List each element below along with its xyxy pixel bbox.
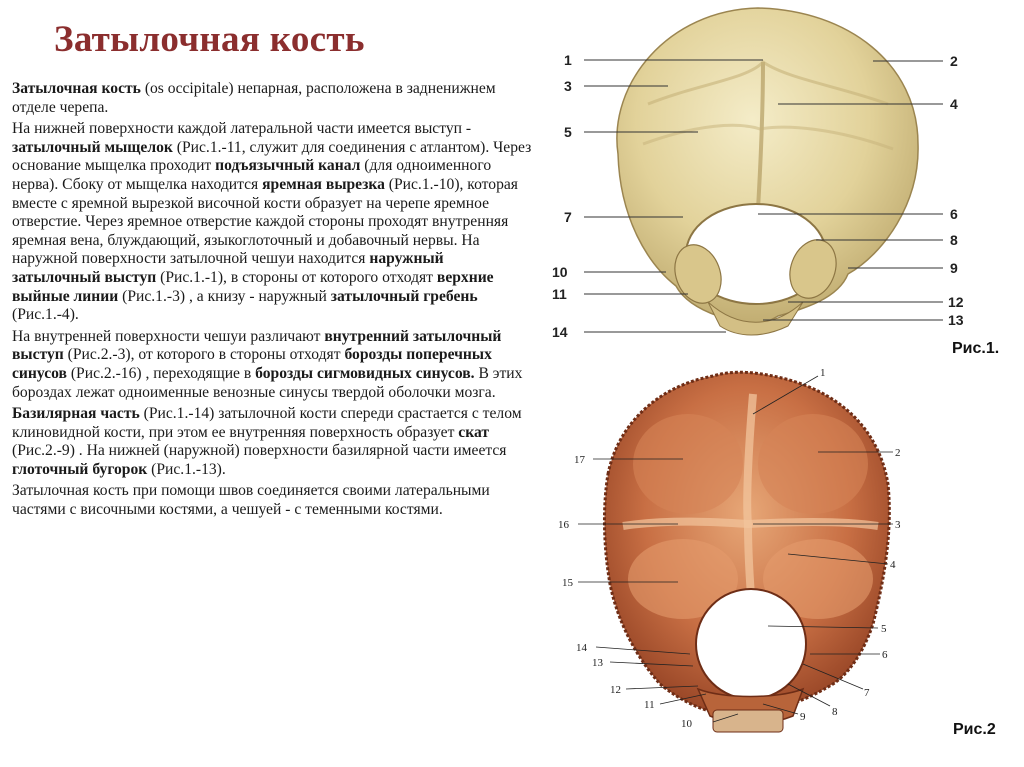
paragraph-intro [12,80,532,117]
bold-term: яремная вырезка [262,175,385,193]
text-run: (Рис.1.-3) , а книзу - наружный [118,287,331,305]
figure-1 [548,4,968,344]
fig2-label-10: 10 [681,718,692,730]
fig2-label-3: 3 [895,519,901,531]
bold-term: верхние выйные линии [12,268,494,305]
text-run: (Рис.1.-1), в стороны от которого отходят [156,268,437,286]
paragraph-basilar-part [12,405,532,479]
fig2-label-12: 12 [610,684,621,696]
bold-term: скат [458,423,490,441]
text-run: (Рис.1.-13). [147,460,226,478]
text-run: В этих бороздах лежат одноименные венозные синусы твердой оболочки мозга. [12,364,523,401]
fig1-label-9: 9 [950,260,958,276]
bold-term: подъязычный канал [215,157,361,175]
fig2-label-13: 13 [592,657,603,669]
text-run: (для одноименного нерва). Сбоку от мыщелка находится [12,157,492,193]
fig1-label-7: 7 [564,209,572,225]
fig1-label-4: 4 [950,96,958,112]
text-run: (Рис.1.-11, служит для соединения с атлантом). Через основание мыщелка проходит [12,138,532,175]
fig2-label-7: 7 [864,687,870,699]
text-run: (Рис.1.-10), которая вместе с яремной вырезкой височной кости образует на черепе яремное отверстие. Через яремное отверстие каждой стороны проходят внутренняя яремная вена, блуждающий, языкоглоточный и добавочный нервы. На наружной поверхности затылочной чешуи находится [12,175,518,268]
fig2-label-9: 9 [800,711,806,723]
text-run: (Рис.1.-4). [12,306,79,324]
text-run: Затылочная кость при помощи швов соединяется своими латеральными частями с височными костями, а чешуей - с теменными костями. [12,482,490,519]
figure-2-illustration [548,354,944,762]
fig2-label-1: 1 [820,367,826,379]
foramen-magnum-internal-shape [696,589,806,699]
text-run: (Рис.1.-14) затылочной кости спереди срастается с телом клиновидной кости, при этом ее внутренняя поверхность образует [12,405,522,441]
text-run: (Рис.2.-16) , переходящие в [66,364,256,382]
fig1-label-8: 8 [950,232,958,248]
text-run: (os occipitale) непарная, расположена в задненижнем отделе черепа. [12,80,496,116]
figure-2-caption: Рис.2 [953,721,996,738]
fig1-label-1: 1 [564,52,572,68]
fig1-label-6: 6 [950,206,958,222]
bold-term: Затылочная кость [12,80,141,97]
bold-term: наружный затылочный выступ [12,250,444,286]
fig1-label-12: 12 [948,294,964,310]
text-run: (Рис.2.-9) . На нижней (наружной) поверхности базилярной части имеется [12,442,507,460]
bold-term: глоточный бугорок [12,460,148,478]
text-run: На нижней поверхности каждой латеральной части имеется выступ - [12,120,472,138]
fig2-label-2: 2 [895,447,901,459]
bold-term: затылочный гребень [330,287,478,305]
page-title: Затылочная кость [54,19,365,60]
bold-term: внутренний затылочный выступ [12,327,502,364]
figure-1-illustration [548,4,968,344]
paragraph-sutures [12,482,532,519]
figure-1-caption: Рис.1. [952,340,1000,357]
text-column [12,80,532,523]
fig1-label-11: 11 [552,286,567,302]
text-run: На внутренней поверхности чешуи различают [12,327,325,345]
fig1-label-10: 10 [552,264,568,280]
fig2-label-15: 15 [562,577,573,589]
fig2-label-17: 17 [574,454,585,466]
fig2-label-5: 5 [881,623,887,635]
fig2-label-6: 6 [882,649,888,661]
fig1-label-13: 13 [948,312,964,328]
fig2-label-14: 14 [576,642,587,654]
fig1-label-2: 2 [950,53,958,69]
paragraph-external-surface [12,120,532,325]
fig2-label-4: 4 [890,559,896,571]
fig1-label-5: 5 [564,124,572,140]
bold-term: затылочный мыщелок [12,138,173,156]
fig2-label-11: 11 [644,699,655,711]
fig2-label-8: 8 [832,706,838,718]
fig1-label-3: 3 [564,78,572,94]
bold-term: борозды поперечных синусов [12,346,492,382]
fig2-label-16: 16 [558,519,569,531]
fig1-label-14: 14 [552,324,568,340]
paragraph-internal-surface [12,328,532,402]
text-run: (Рис.2.-3), от которого в стороны отходят [63,346,345,364]
bold-term: Базилярная часть [12,405,140,423]
bold-term: борозды сигмовидных синусов. [255,364,475,382]
figure-2 [548,354,944,762]
